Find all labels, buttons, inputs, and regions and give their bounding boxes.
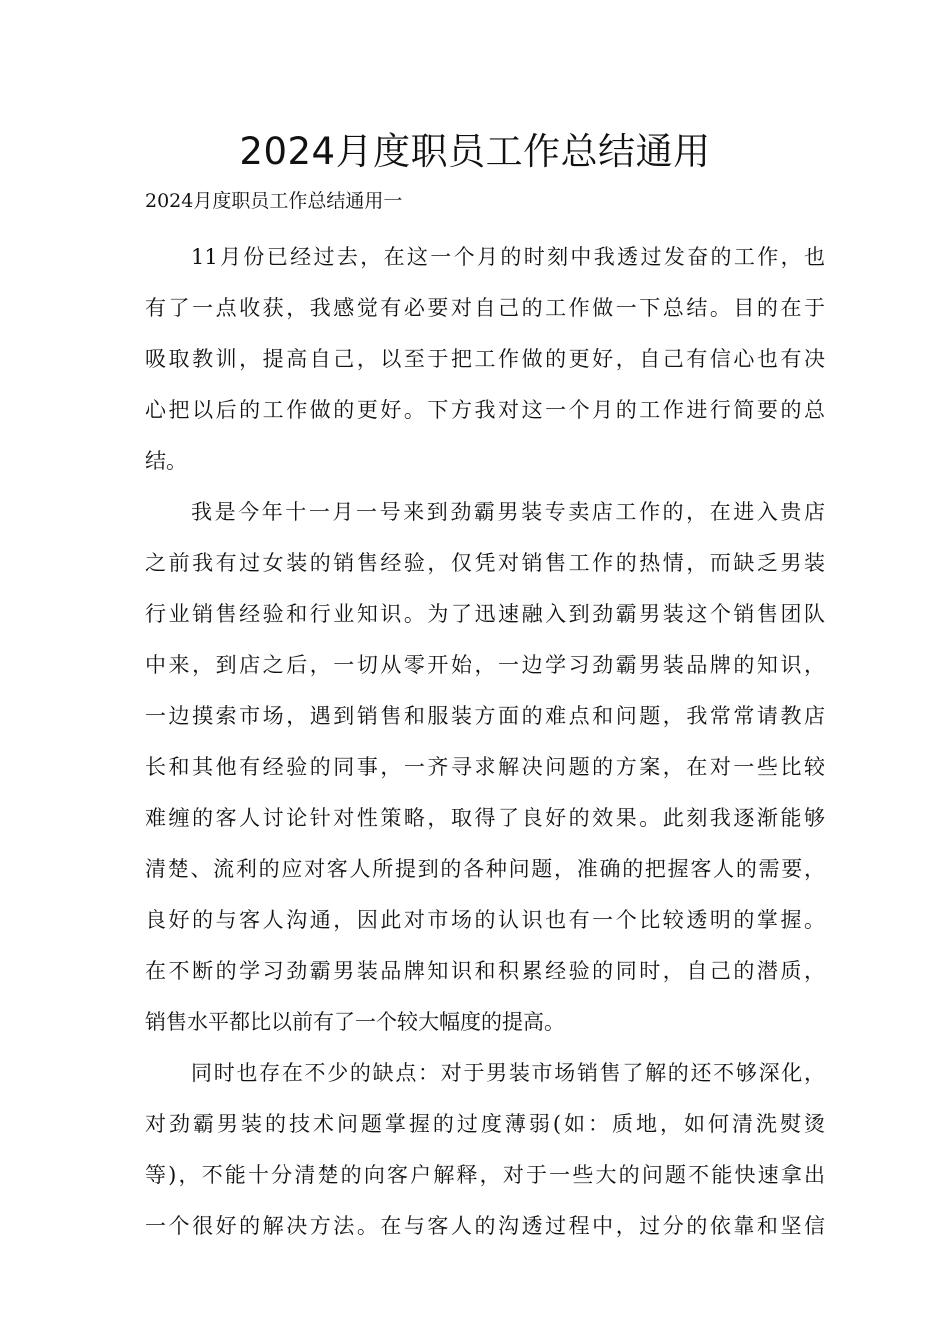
text-line: 良好的与客人沟通，因此对市场的认识也有一个比较透明的掌握。	[145, 908, 825, 932]
document-title: 2024月度职员工作总结通用	[239, 130, 711, 173]
paragraph-3	[145, 1048, 825, 1252]
paragraph-2	[145, 487, 825, 1048]
text-line: 中来，到店之后，一切从零开始，一边学习劲霸男装品牌的知识，	[145, 653, 825, 677]
text-line: 结。	[145, 449, 187, 473]
text-line: 吸取教训，提高自己，以至于把工作做的更好，自己有信心也有决	[145, 347, 825, 371]
text-line: 对劲霸男装的技术问题掌握的过度薄弱(如：质地，如何清洗熨烫	[145, 1112, 825, 1136]
text-line: 我是今年十一月一号来到劲霸男装专卖店工作的，在进入贵店	[191, 500, 825, 524]
text-line: 一边摸索市场，遇到销售和服装方面的难点和问题，我常常请教店	[145, 704, 825, 728]
text-line: 有了一点收获，我感觉有必要对自己的工作做一下总结。目的在于	[145, 296, 825, 320]
document-subtitle: 2024月度职员工作总结通用一	[145, 190, 403, 212]
document-body	[145, 232, 825, 1252]
text-line: 等)，不能十分清楚的向客户解释，对于一些大的问题不能快速拿出	[145, 1163, 825, 1187]
text-line: 长和其他有经验的同事，一齐寻求解决问题的方案，在对一些比较	[145, 755, 825, 779]
text-line: 清楚、流利的应对客人所提到的各种问题，准确的把握客人的需要，	[145, 857, 825, 881]
paragraph-1	[145, 232, 825, 487]
text-line: 心把以后的工作做的更好。下方我对这一个月的工作进行简要的总	[145, 398, 825, 422]
text-line: 11月份已经过去，在这一个月的时刻中我透过发奋的工作，也	[191, 245, 825, 269]
text-line: 在不断的学习劲霸男装品牌知识和积累经验的同时，自己的潜质，	[145, 959, 825, 983]
text-line: 行业销售经验和行业知识。为了迅速融入到劲霸男装这个销售团队	[145, 602, 825, 626]
text-line: 之前我有过女装的销售经验，仅凭对销售工作的热情，而缺乏男装	[145, 551, 825, 575]
text-line: 销售水平都比以前有了一个较大幅度的提高。	[145, 1010, 565, 1034]
text-line: 一个很好的解决方法。在与客人的沟透过程中，过分的依靠和坚信	[145, 1214, 825, 1238]
text-line: 同时也存在不少的缺点：对于男装市场销售了解的还不够深化，	[191, 1061, 825, 1085]
text-line: 难缠的客人讨论针对性策略，取得了良好的效果。此刻我逐渐能够	[145, 806, 825, 830]
